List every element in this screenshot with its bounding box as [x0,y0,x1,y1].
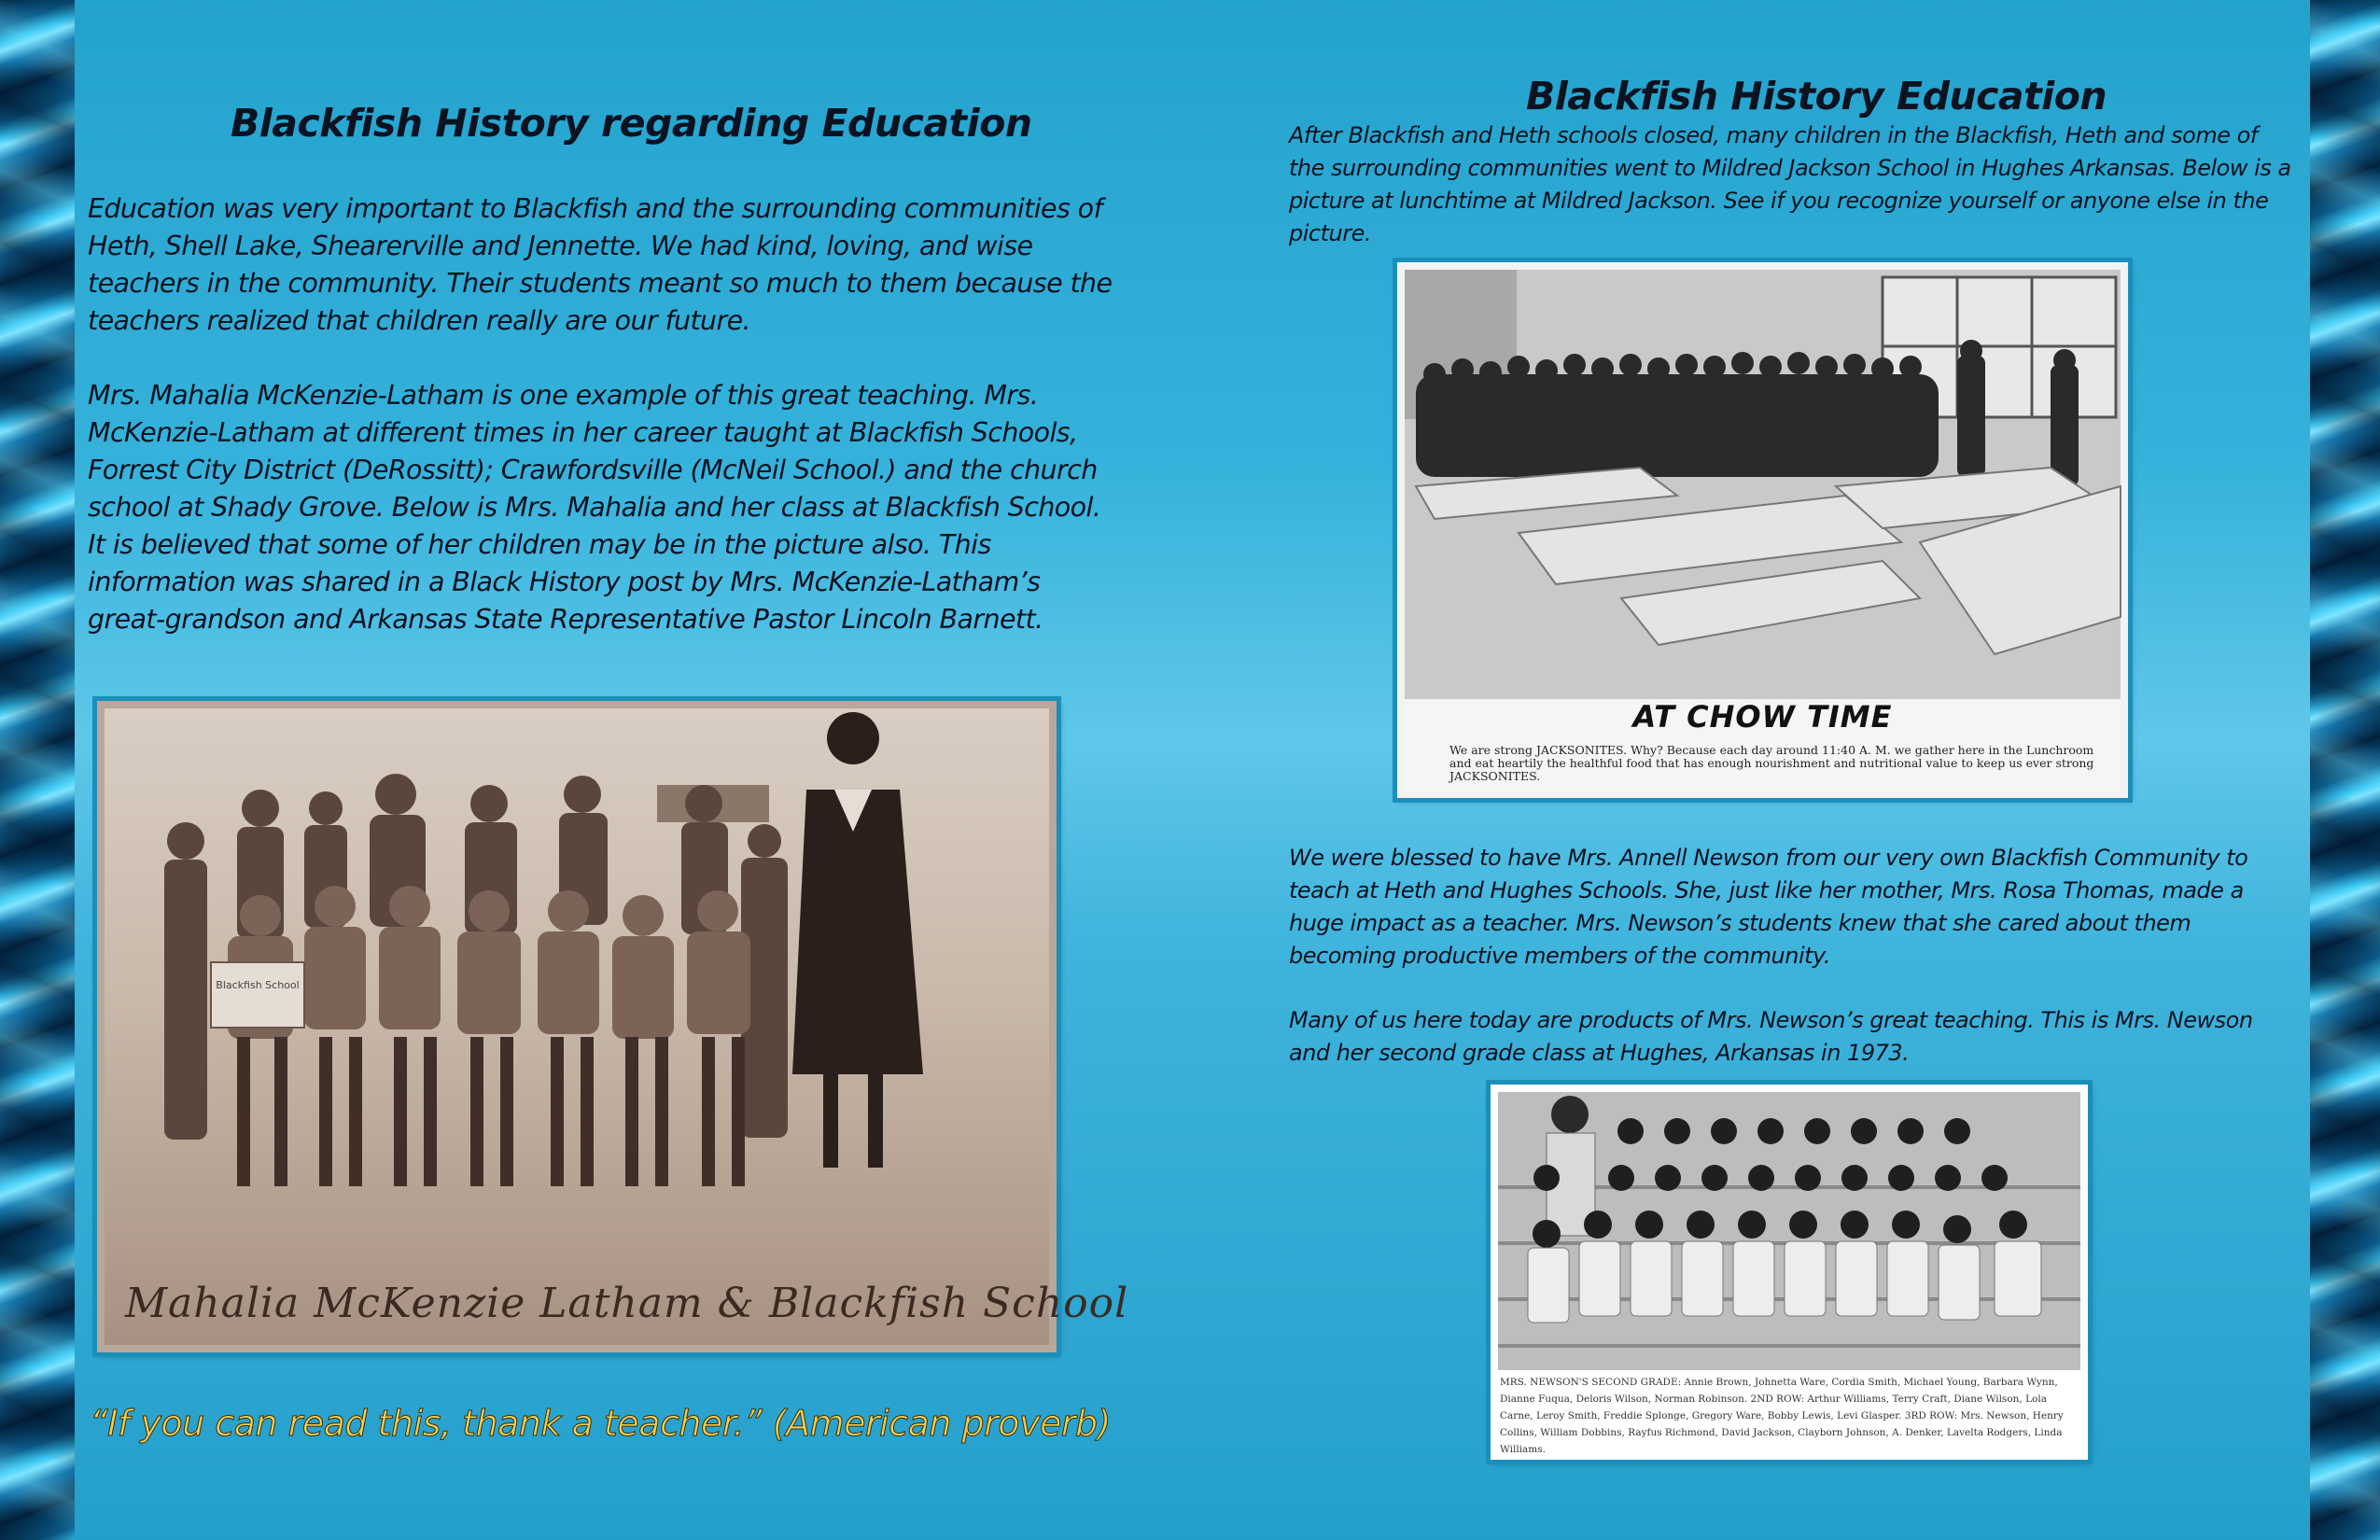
decorative-silk-border-right [2310,0,2380,1540]
photo-sign-text: Blackfish School [216,979,300,991]
lunchroom-photo-caption: We are strong JACKSONITES. Why? Because each day around 11:40 A. M. we gather here in the Lunchroom and eat heartily the healthful food that has enough nourishment and nutritional value to keep us ever strong JACKSONITES. [1449,743,2094,783]
left-paragraph-mckenzie: Mrs. Mahalia McKenzie-Latham is one example of this great teaching. Mrs. McKenzie-Latham at different times in her career taught at Blackfish Schools, Forrest City District (DeRossitt); Crawfordsville (McNeil School.) and the church school at Shady Grove. Below is Mrs. Mahalia and her class at Blackfish School. It is believed that some of her children may be in the picture also. This information was shared in a Black History post by Mrs. McKenzie-Latham’s great-grandson and Arkansas State Representative Pastor Lincoln Barnett. [88,380,1101,635]
photo-handwriting-inscription: Mahalia McKenzie Latham & Blackfish School [125,1280,1129,1327]
newson-class-photo-caption: MRS. NEWSON'S SECOND GRADE: Annie Brown, Johnetta Ware, Cordia Smith, Michael Young, Barbara Wynn, Dianne Fuqua, Deloris Wilson, Norman Robinson. 2ND ROW: Arthur Williams, Terry Craft, Diane Wilson, Lola Carne, Leroy Smith, Freddie Splonge, Gregory Ware, Bobby Lewis, Levi Glasper. 3RD ROW: Mrs. Newson, Henry Collins, William Dobbins, Rayfus Richmond, David Jackson, Clayborn Johnson, A. Denker, Lavelta Rodgers, Linda Williams. [1500,1377,2064,1454]
right-paragraph-second-grade: Many of us here today are products of Mrs. Newson’s great teaching. This is Mrs. Newson and her second grade class at Hughes, Arkansas in 1973. [1289,1007,2253,1066]
mahalia-class-photo-image [97,701,1057,1352]
teacher-quote: “If you can read this, thank a teacher.” (American proverb) [90,1403,1111,1444]
mahalia-class-photo [97,701,1129,1352]
lunchroom-photo-title: AT CHOW TIME [1632,699,1893,735]
left-heading: Blackfish History regarding Education [231,101,1032,146]
decorative-silk-border-left [0,0,75,1540]
newson-class-photo [1491,1085,2088,1460]
right-paragraph-newson: We were blessed to have Mrs. Annell Newson from our very own Blackfish Community to teach at Heth and Hughes Schools. She, just like her mother, Mrs. Rosa Thomas, made a huge impact as a teacher. Mrs. Newson’s students knew that she cared about them becoming productive members of the community. [1289,845,2248,969]
right-heading: Blackfish History Education [1526,74,2107,119]
right-paragraph-mildred-jackson: After Blackfish and Heth schools closed, many children in the Blackfish, Heth and some of the surrounding communities went to Mildred Jackson School in Hughes Arkansas. Below is a picture at lunchtime at Mildred Jackson. See if you recognize yourself or anyone else in the picture. [1289,122,2291,246]
left-paragraph-intro: Education was very important to Blackfish and the surrounding communities of Heth, Shell Lake, Shearerville and Jennette. We had kind, loving, and wise teachers in the community. Their students meant so much to them because the teachers realized that children really are our future. [88,193,1113,336]
lunchroom-photo [1397,262,2128,798]
